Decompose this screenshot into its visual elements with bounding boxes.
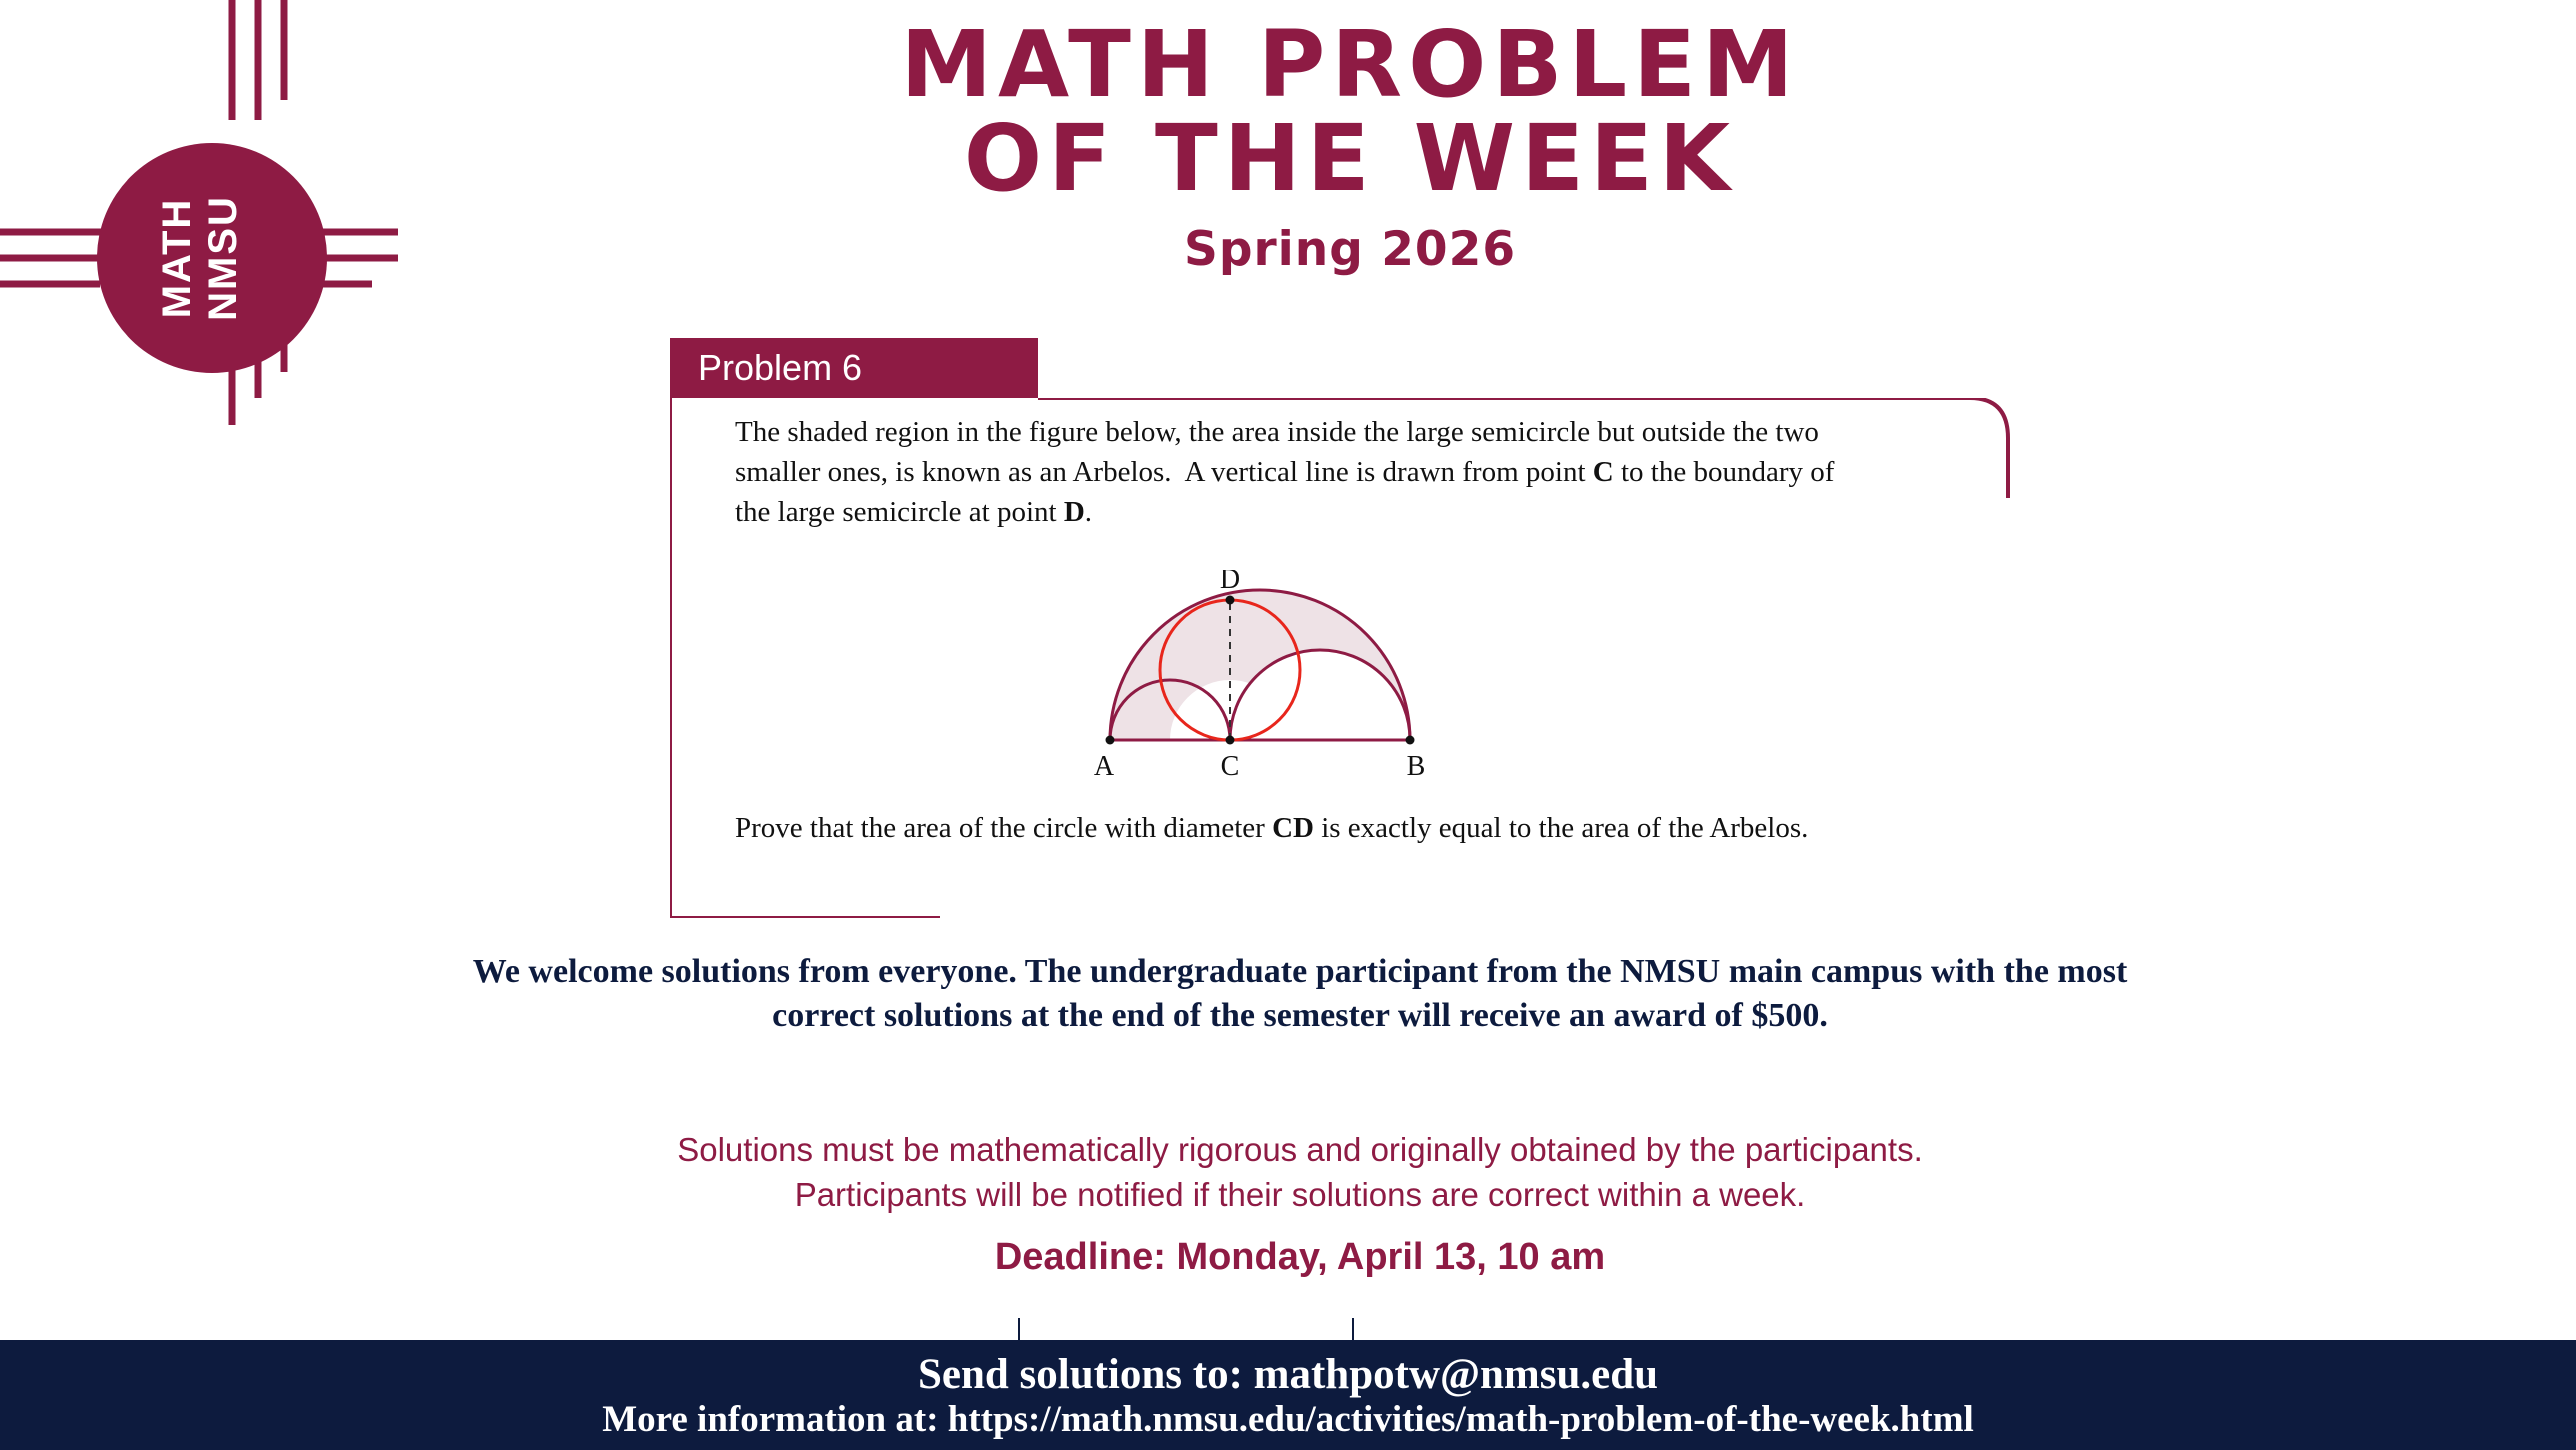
page-subtitle: Spring 2026 (1183, 221, 1517, 277)
arbelos-figure (1090, 570, 1490, 785)
decor-tick-left (1018, 1318, 1020, 1340)
nmsu-math-logo (0, 0, 560, 560)
rigorous-line-1: Solutions must be mathematically rigorous and originally obtained by the participants. (677, 1131, 1923, 1168)
rigorous-text (430, 1128, 2170, 1218)
figure-label-B: B (1406, 751, 1426, 782)
decor-tick-right (1352, 1318, 1354, 1340)
footer-more-information[interactable]: More information at: https://math.nmsu.edu/activities/math-problem-of-the-week.html (602, 1399, 1974, 1441)
figure-label-A: A (1093, 751, 1115, 782)
welcome-text: We welcome solutions from everyone. The undergraduate participant from the NMSU main campus with the most correct solutions at the end of the semester will receive an award of $500. (472, 953, 2128, 1035)
figure-label-D: D (1219, 570, 1241, 595)
footer-bar (0, 1340, 2576, 1450)
logo-text-nmsu: NMSU (201, 195, 245, 321)
page-title-line2: OF THE WEEK (963, 104, 1737, 212)
page-title-line1: MATH PROBLEM (900, 11, 1800, 118)
problem-prompt: Prove that the area of the circle with diameter CD is exactly equal to the area of the Arbelos. (735, 812, 1809, 844)
problem-statement: The shaded region in the figure below, the area inside the large semicircle but outside the two smaller ones, is known as an Arbelos. A vertical line is drawn from point C to the boundary of the large semicircle at point D. (735, 416, 1835, 529)
rigorous-line-2: Participants will be notified if their solutions are correct within a week. (794, 1175, 1806, 1213)
deadline-text: Deadline: Monday, April 13, 10 am (994, 1236, 1606, 1278)
logo-text-math: MATH (155, 197, 199, 319)
figure-label-C: C (1220, 751, 1240, 782)
header-title-block (780, 11, 1920, 277)
problem-tab-label: Problem 6 (670, 338, 1038, 398)
footer-send-solutions[interactable]: Send solutions to: mathpotw@nmsu.edu (917, 1351, 1659, 1398)
